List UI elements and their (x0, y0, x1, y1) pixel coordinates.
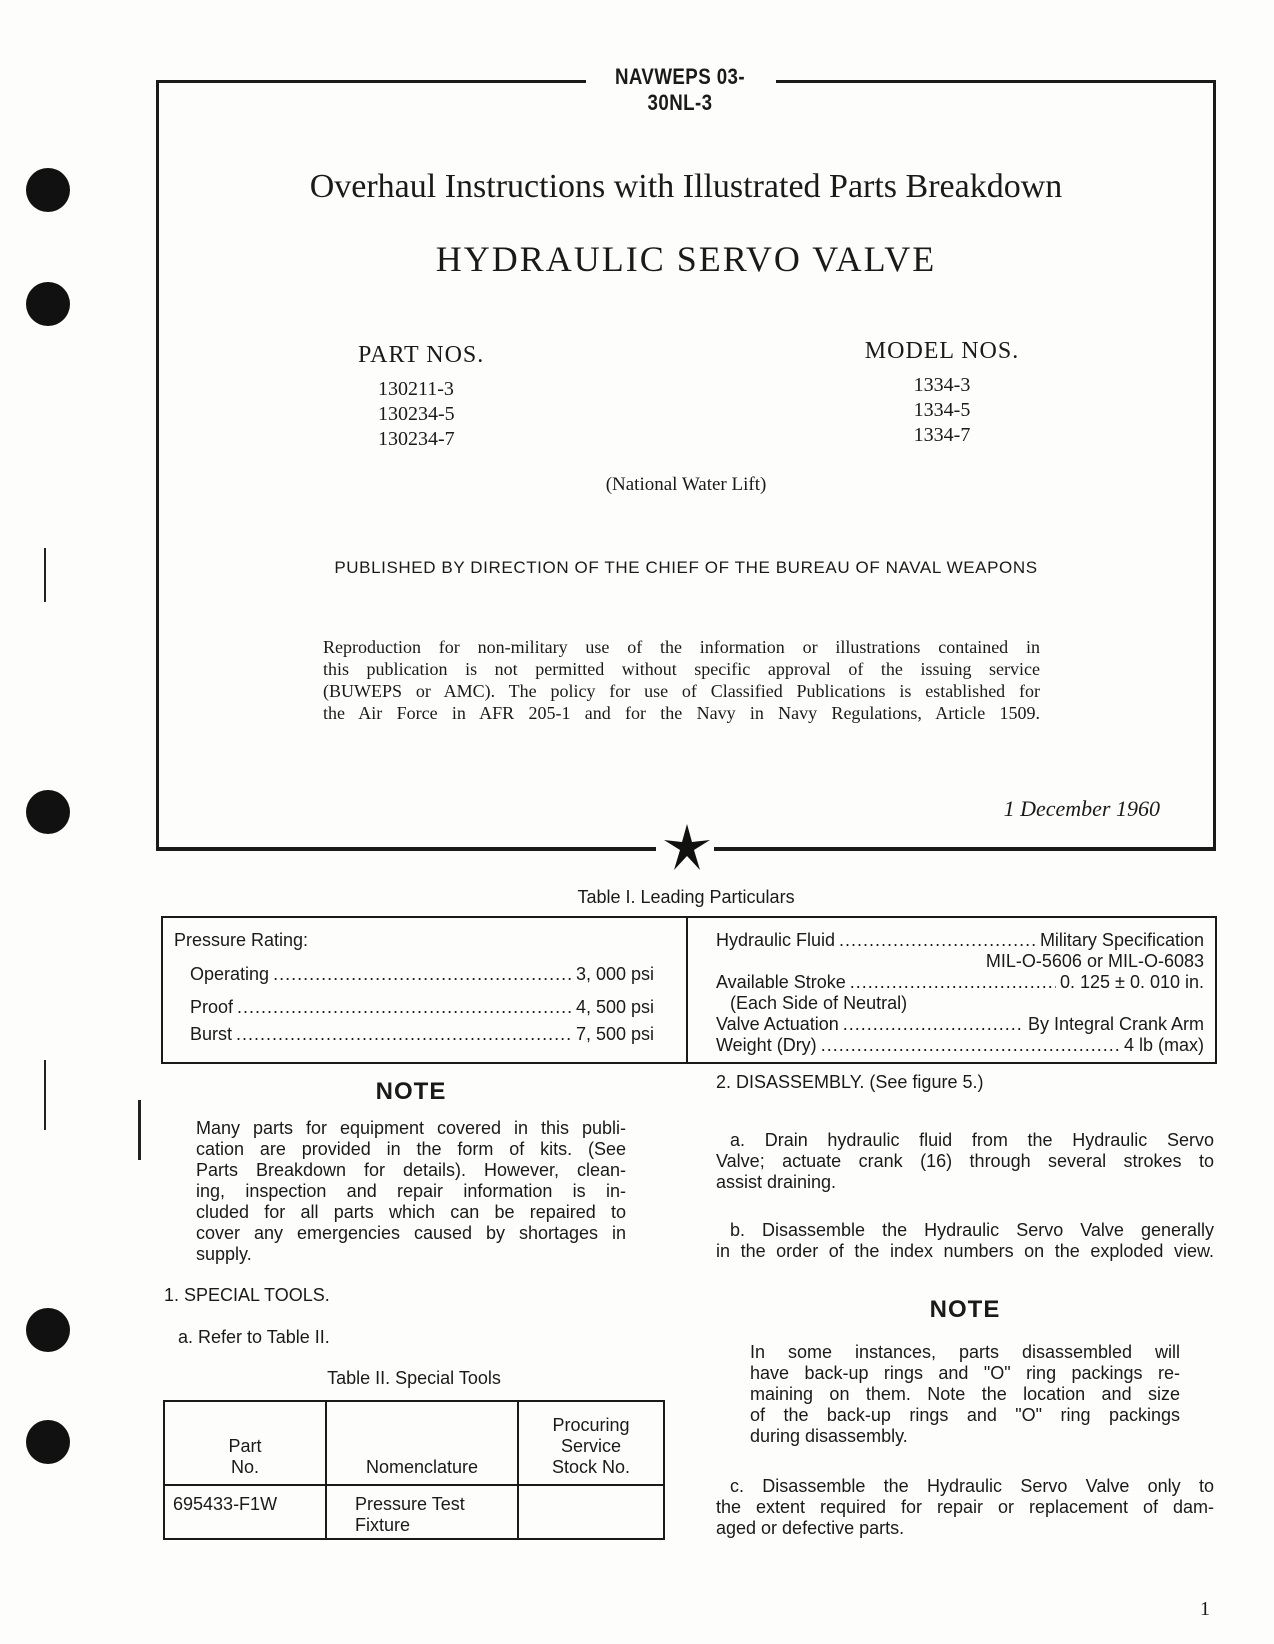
table-divider (686, 916, 688, 1064)
para-line: b. Disassemble the Hydraulic Servo Valve generally (730, 1220, 1214, 1240)
row-value: Military Specification (1039, 930, 1204, 950)
row-value: 4 lb (max) (1123, 1035, 1204, 1055)
para-line: assist draining. (716, 1172, 837, 1192)
published-by: PUBLISHED BY DIRECTION OF THE CHIEF OF THE BUREAU OF NAVAL WEAPONS (334, 558, 1038, 577)
actuation-row (716, 1014, 1204, 1035)
cell-stock-no (518, 1485, 664, 1539)
page-title: Overhaul Instructions with Illustrated Parts Breakdown (309, 168, 1063, 205)
row-label: Hydraulic Fluid (716, 930, 836, 950)
manufacturer: (National Water Lift) (605, 474, 767, 495)
leader-dots (273, 964, 572, 985)
para-b (716, 1220, 1214, 1262)
header-line: Stock No. (551, 1457, 631, 1477)
fluid-and-stroke (716, 930, 1204, 1056)
scan-mark (44, 548, 46, 602)
para-line: c. Disassemble the Hydraulic Servo Valve only to (730, 1476, 1214, 1496)
item-a-refer: a. Refer to Table II. (178, 1327, 330, 1347)
para-line: aged or defective parts. (716, 1518, 905, 1538)
note-line: supply. (196, 1244, 252, 1264)
row-label: Valve Actuation (716, 1014, 839, 1034)
note-line: Parts Breakdown for details). However, clean- (196, 1160, 626, 1180)
pressure-row (174, 997, 654, 1018)
header-part-no (164, 1401, 326, 1485)
frame-border (1213, 80, 1216, 850)
leader-dots (821, 1035, 1120, 1056)
pressure-rating (174, 930, 654, 1045)
cell-line: Fixture (355, 1515, 411, 1535)
row-value: 4, 500 psi (575, 997, 654, 1017)
table2-caption: Table II. Special Tools (327, 1368, 501, 1388)
note-line: of the back-up rings and "O" ring packings (750, 1405, 1180, 1425)
notice-line: the Air Force in AFR 205-1 and for the Navy in Navy Regulations, Article 1509. (323, 703, 1040, 723)
row-value: 0. 125 ± 0. 010 in. (1060, 972, 1204, 992)
model-numbers-heading: MODEL NOS. (864, 338, 1020, 364)
part-numbers-heading: PART NOS. (358, 342, 485, 368)
special-tools-table (163, 1400, 665, 1540)
note-line: maining on them. Note the location and size (750, 1384, 1180, 1404)
note-line: cover any emergencies caused by shortages in (196, 1223, 626, 1243)
leader-dots (236, 1024, 572, 1045)
note-line: In some instances, parts disassembled will (750, 1342, 1180, 1362)
pressure-row (174, 964, 654, 985)
binder-hole (26, 790, 70, 834)
table-row (164, 1485, 664, 1539)
frame-border (156, 80, 586, 83)
note-line: ing, inspection and repair information is in- (196, 1181, 626, 1201)
scan-mark (138, 1100, 141, 1160)
model-number: 1334-5 (913, 399, 971, 421)
note-line: cation are provided in the form of kits. (See (196, 1139, 626, 1159)
scan-mark (44, 1060, 46, 1130)
row-value: 7, 500 psi (575, 1024, 654, 1044)
para-c (716, 1476, 1214, 1539)
binder-hole (26, 282, 70, 326)
para-line: Valve; actuate crank (16) through several strokes to (716, 1151, 1214, 1171)
page-number: 1 (1200, 1598, 1210, 1620)
note-line: cluded for all parts which can be repaired to (196, 1202, 626, 1222)
note-line: Many parts for equipment covered in this publi- (196, 1118, 626, 1138)
frame-border (714, 847, 1216, 851)
part-numbers (358, 342, 484, 452)
note-line: have back-up rings and "O" ring packings re- (750, 1363, 1180, 1383)
table-header-row (164, 1401, 664, 1485)
note-text (750, 1342, 1180, 1447)
stroke-note: (Each Side of Neutral) (730, 993, 908, 1013)
note-line: during disassembly. (750, 1426, 908, 1446)
fluid-row (716, 930, 1204, 951)
frame-border (776, 80, 1216, 83)
stroke-row (716, 972, 1204, 993)
leader-dots (237, 997, 572, 1018)
row-value: By Integral Crank Arm (1027, 1014, 1204, 1034)
row-label: Operating (190, 964, 270, 984)
notice-line: Reproduction for non-military use of the information or illustrations contained in (323, 637, 1040, 657)
row-label: Weight (Dry) (716, 1035, 817, 1055)
header-line: Procuring (552, 1415, 630, 1435)
part-number: 130211-3 (378, 378, 454, 400)
binder-hole (26, 168, 70, 212)
note-heading: NOTE (929, 1296, 1001, 1323)
note-text (196, 1118, 626, 1265)
star-icon (662, 822, 712, 872)
notice-line: (BUWEPS or AMC). The policy for use of Classified Publications is established for (323, 681, 1040, 701)
note-heading: NOTE (375, 1078, 447, 1105)
pressure-label: Pressure Rating: (174, 930, 309, 950)
row-label: Proof (190, 997, 234, 1017)
document-id: NAVWEPS 03-30NL-3 (604, 64, 757, 116)
para-line: the extent required for repair or replacement of dam- (716, 1497, 1214, 1517)
cell-nomenclature (326, 1485, 518, 1539)
binder-hole (26, 1308, 70, 1352)
leader-dots (850, 972, 1056, 993)
row-value: 3, 000 psi (575, 964, 654, 984)
model-number: 1334-7 (913, 424, 971, 446)
notice-line: this publication is not permitted without specific approval of the issuing service (323, 659, 1040, 679)
cell-line: Pressure Test (355, 1494, 465, 1514)
para-line: in the order of the index numbers on the exploded view. (716, 1241, 1214, 1261)
binder-hole (26, 1420, 70, 1464)
header-nomenclature: Nomenclature (326, 1401, 518, 1485)
table1-caption: Table I. Leading Particulars (577, 887, 795, 907)
header-stock-no (518, 1401, 664, 1485)
page-subtitle: HYDRAULIC SERVO VALVE (435, 239, 937, 279)
fluid-value-2: MIL-O-5606 or MIL-O-6083 (985, 951, 1204, 971)
part-number: 130234-5 (378, 403, 455, 425)
row-label: Available Stroke (716, 972, 846, 992)
weight-row (716, 1035, 1204, 1056)
header-line: Service (560, 1436, 622, 1456)
section-special-tools: 1. SPECIAL TOOLS. (164, 1285, 330, 1305)
pressure-row (174, 1024, 654, 1045)
header-line: Part (228, 1436, 262, 1456)
cell-part-no: 695433-F1W (164, 1485, 326, 1539)
model-number: 1334-3 (913, 374, 971, 396)
reproduction-notice (323, 636, 1040, 724)
leader-dots (839, 930, 1036, 951)
row-label: Burst (190, 1024, 233, 1044)
header-line: No. (230, 1457, 259, 1477)
model-numbers (862, 338, 1022, 448)
frame-border (156, 847, 656, 851)
leader-dots (843, 1014, 1024, 1035)
publication-date: 1 December 1960 (1003, 796, 1160, 821)
part-number: 130234-7 (378, 428, 455, 450)
section-disassembly: 2. DISASSEMBLY. (See figure 5.) (716, 1072, 984, 1092)
para-a (716, 1130, 1214, 1193)
para-line: a. Drain hydraulic fluid from the Hydraulic Servo (730, 1130, 1214, 1150)
